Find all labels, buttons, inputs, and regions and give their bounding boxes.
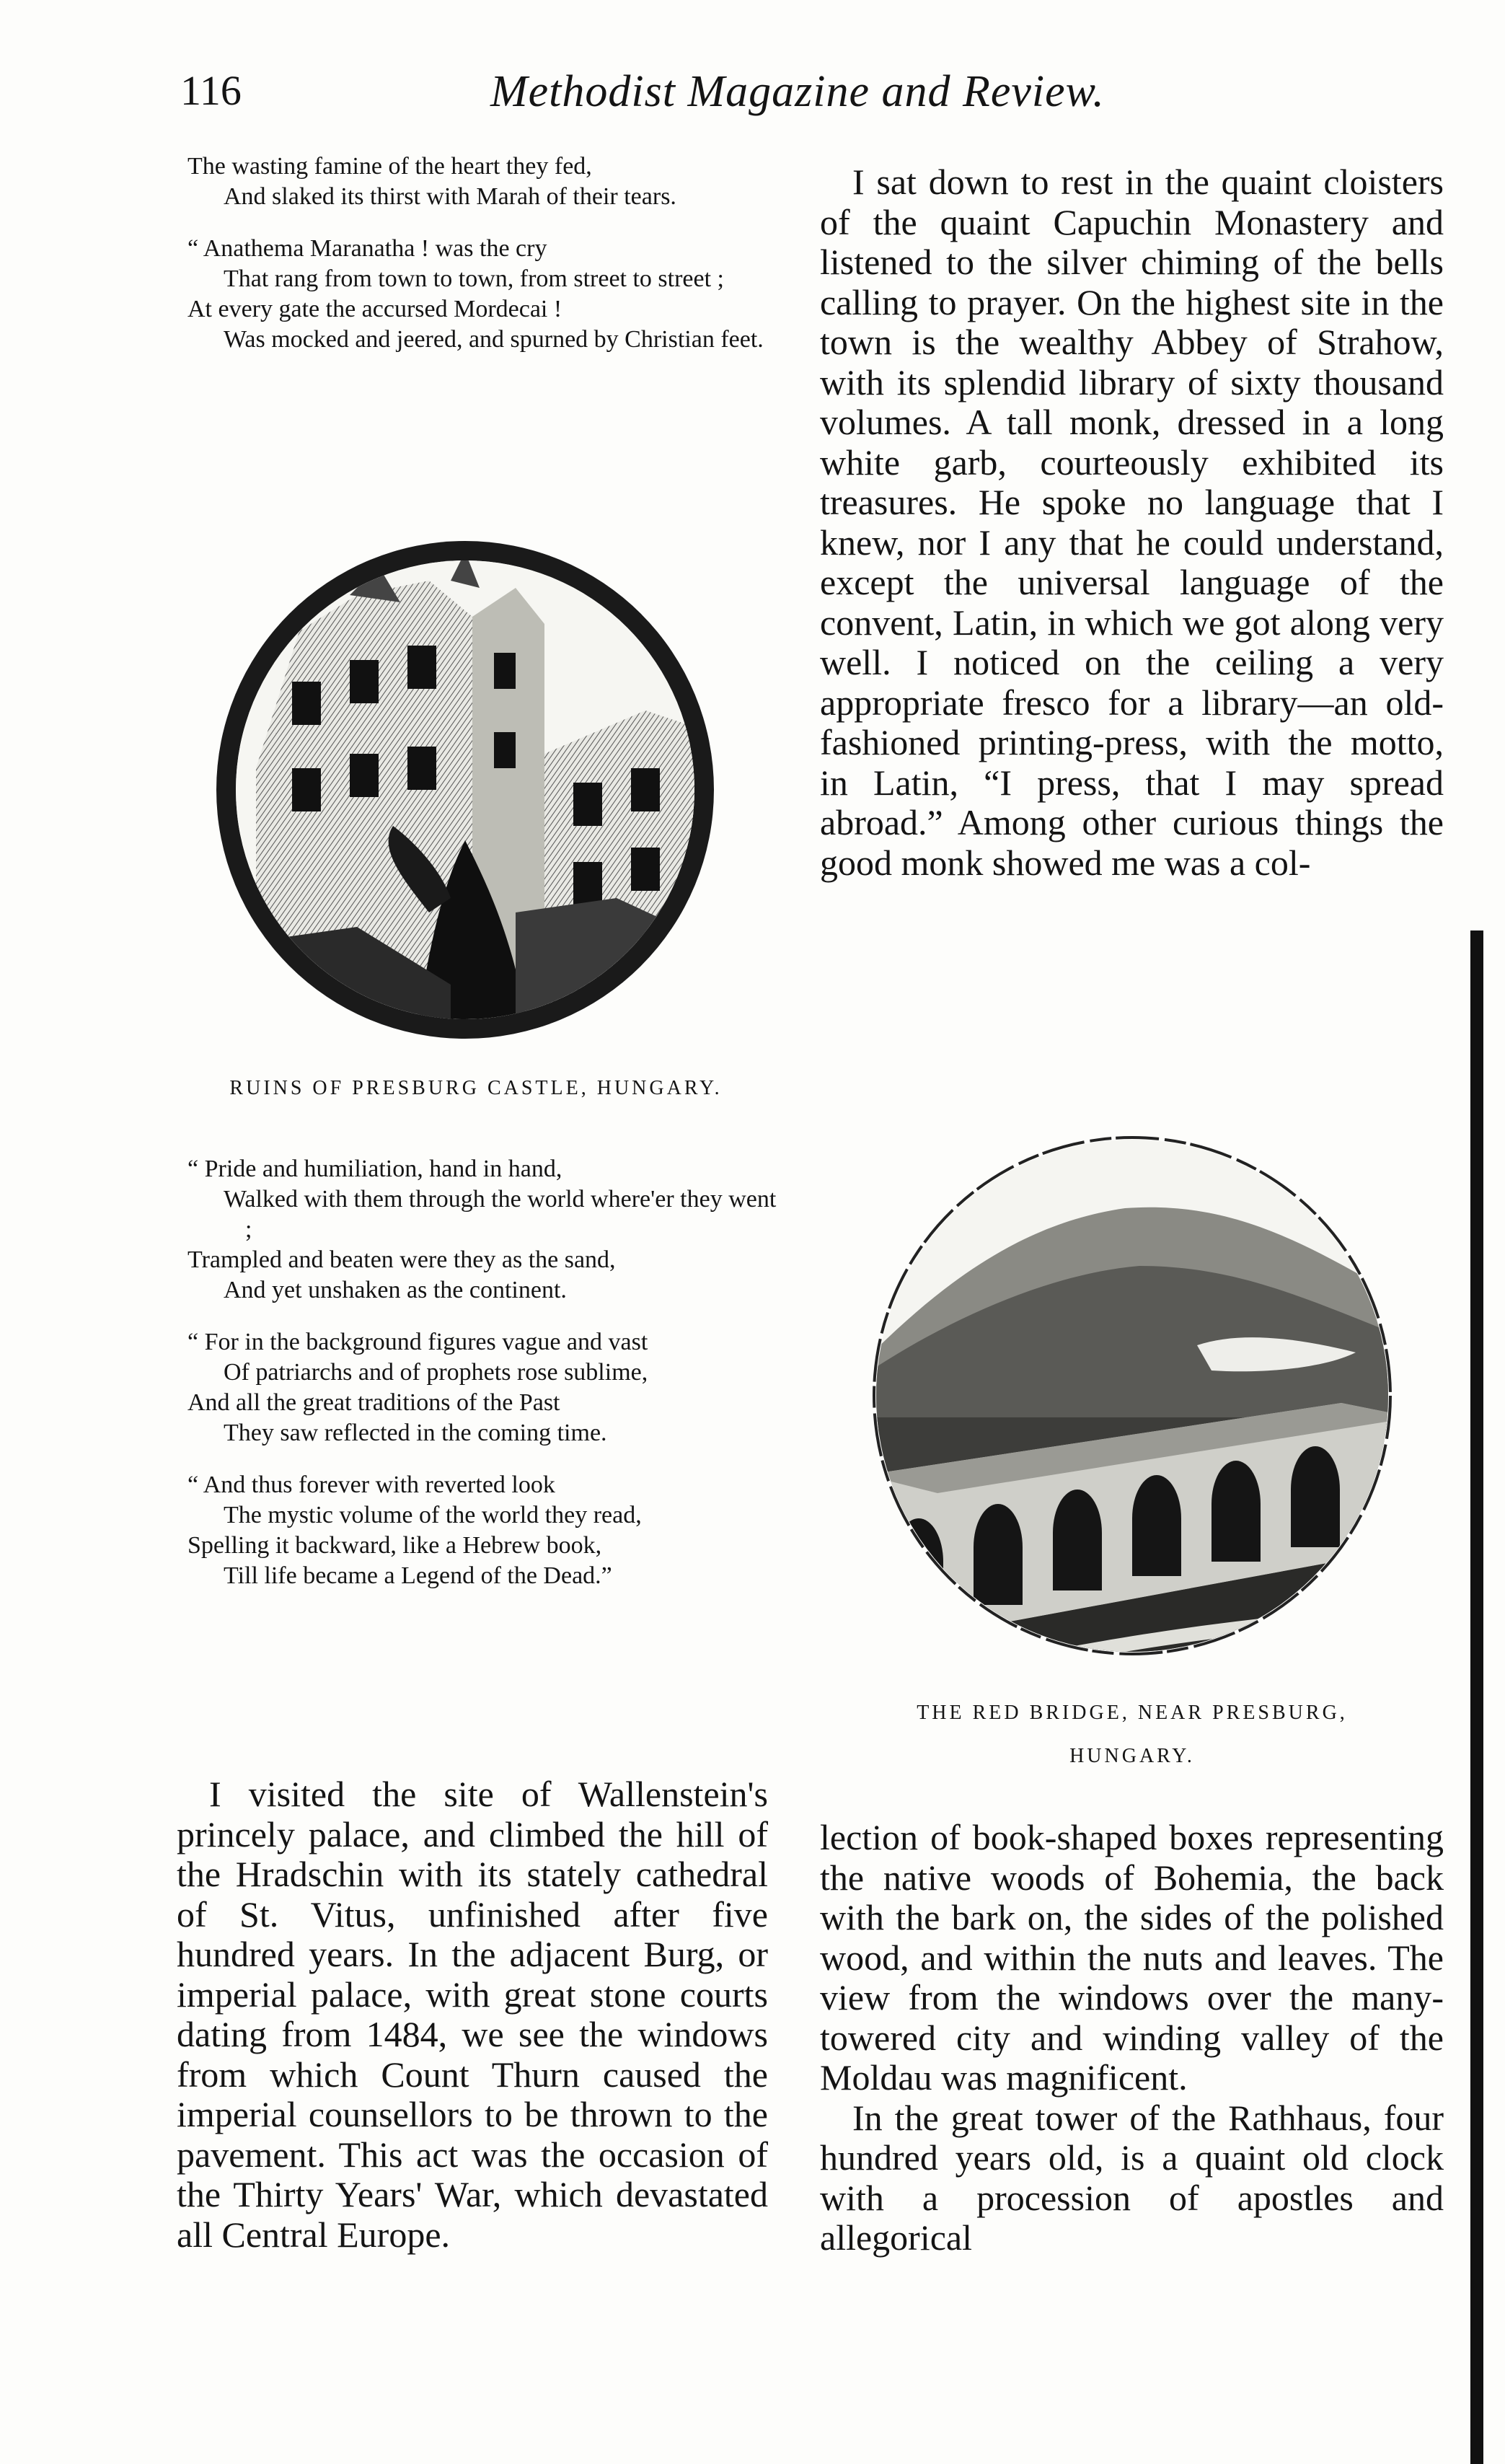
- figure-caption: [177, 1077, 775, 1100]
- poem-line: Spelling it backward, like a Hebrew book,: [187, 1532, 602, 1559]
- caption-castle: RUINS OF PRESBURG CASTLE, HUNGARY.: [229, 1077, 723, 1099]
- poem-line: “ For in the background figures vague and vast: [187, 1329, 648, 1355]
- poem-line: That rang from town to town, from street to street ;: [224, 265, 724, 292]
- poem-line: Of patriarchs and of prophets rose sublime,: [224, 1359, 648, 1386]
- poem-line: The mystic volume of the world they read,: [224, 1502, 642, 1528]
- page-header: [180, 66, 1305, 131]
- paragraph-text: lection of book-shaped boxes representing the native woods of Bohemia, the back with the bark on, the sides of the polished wood, and within the nuts and leaves. The view from the windows over the many-towered city and winding valley of the Moldau was magnificent.: [820, 1817, 1444, 2098]
- paragraph-monk-continued: [820, 1818, 1444, 2258]
- poem-line: And yet unshaken as the continent.: [224, 1277, 567, 1303]
- poem-line: “ Pride and humiliation, hand in hand,: [187, 1156, 562, 1182]
- poem-line: “ Anathema Maranatha ! was the cry: [187, 235, 547, 262]
- poem-line: Walked with them through the world where'er they went ;: [224, 1186, 777, 1243]
- running-title: Methodist Magazine and Review.: [490, 67, 1105, 116]
- poem-stanza: [180, 1327, 779, 1448]
- poem-top: [180, 151, 779, 377]
- poem-line: And all the great traditions of the Past: [187, 1389, 560, 1416]
- paragraph-wallenstein: [177, 1774, 768, 2255]
- poem-stanza: [180, 234, 779, 355]
- poem-line: Was mocked and jeered, and spurned by Christian feet.: [224, 326, 764, 353]
- page-number: 116: [180, 67, 242, 114]
- figure-caption: [818, 1691, 1446, 1778]
- caption-bridge-line2: HUNGARY.: [1069, 1745, 1195, 1767]
- paragraph-capuchin: [820, 162, 1444, 883]
- poem-line: Trampled and beaten were they as the sand,: [187, 1246, 616, 1273]
- poem-line: “ And thus forever with reverted look: [187, 1471, 555, 1498]
- page-edge-shadow: [1470, 930, 1483, 2464]
- poem-stanza: [180, 1470, 779, 1591]
- poem-line: And slaked its thirst with Marah of their tears.: [224, 183, 676, 210]
- paragraph-text: I visited the site of Wallenstein's princely palace, and climbed the hill of the Hradschin with its stately cathedral of St. Vitus, unfinished after five hundred years. In the adjacent Burg, or imperial palace, with great stone courts dating from 1484, we see the windows from which Count Thurn caused the imperial counsellors to be thrown to the pavement. This act was the occasion of the Thirty Years' War, which devastated all Central Europe.: [177, 1774, 768, 2255]
- poem-line: At every gate the accursed Mordecai !: [187, 296, 562, 322]
- red-bridge-engraving: [837, 1100, 1428, 1691]
- poem-line: Till life became a Legend of the Dead.”: [224, 1562, 612, 1589]
- paragraph-rathhaus: In the great tower of the Rathhaus, four hundred years old, is a quaint old clock with a procession of apostles and allegorical: [820, 2097, 1444, 2258]
- poem-line: The wasting famine of the heart they fed,: [187, 153, 592, 180]
- poem-line: They saw reflected in the coming time.: [224, 1420, 607, 1446]
- poem-bottom: [180, 1154, 779, 1613]
- paragraph-text: I sat down to rest in the quaint cloisters of the quaint Capuchin Monastery and listened to the silver chiming of the bells calling to prayer. On the highest site in the town is the wealthy Abbey of Strahow, with its splendid library of sixty thousand volumes. A tall monk, dressed in a long white garb, courteously exhibited its treasures. He spoke no language that I knew, nor I any that he could understand, except the universal language of the convent, Latin, in which we got along very well. I noticed on the ceiling a very appropriate fresco for a library—an old-fashioned printing-press, with the motto, in Latin, “I press, that I may spread abroad.” Among other curious things the good monk showed me was a col-: [820, 162, 1444, 883]
- poem-stanza: [180, 1154, 779, 1306]
- poem-stanza: [180, 151, 779, 212]
- castle-ruins-engraving: [213, 537, 718, 1042]
- caption-bridge-line1: THE RED BRIDGE, NEAR PRESBURG,: [917, 1702, 1348, 1724]
